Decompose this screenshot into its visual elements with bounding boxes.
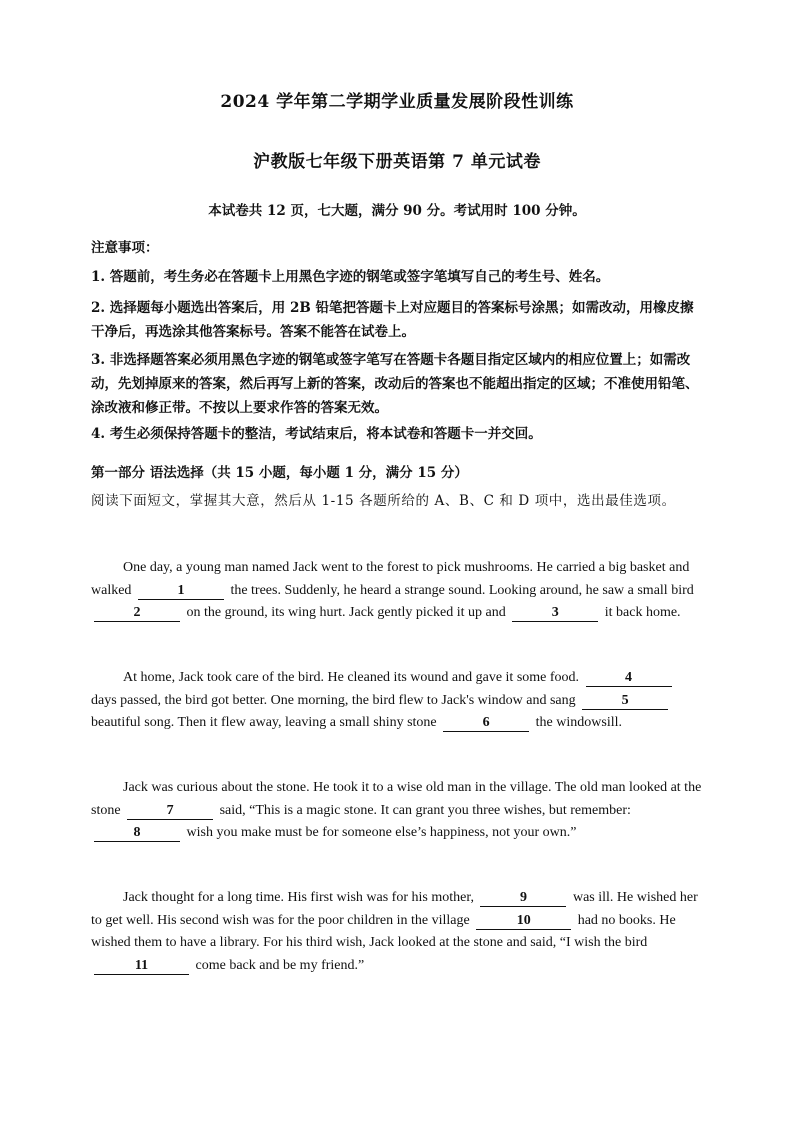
part1-directions: 阅读下面短文，掌握其大意，然后从 1-15 各题所给的 A、B、C 和 D 项中，选出最佳选项。 — [91, 493, 676, 509]
note-item-4: 4. 考生必须保持答题卡的整洁，考试结束后，将本试卷和答题卡一并交回。 — [91, 426, 542, 442]
passage-text: wish you make must be for someone else’s happiness, not your own.” — [186, 825, 577, 840]
blank-8: 8 — [94, 824, 180, 842]
passage-text: said, “This is a magic stone. It can grant you three wishes, but remember: — [219, 802, 631, 818]
passage-text: the windowsill. — [535, 715, 622, 730]
passage-paragraph-1 — [91, 557, 703, 625]
passage-text: come back and be my friend.” — [195, 957, 365, 973]
passage-text: Jack thought for a long time. His first wish was for his mother, — [123, 890, 474, 905]
notes-heading: 注意事项： — [91, 240, 159, 256]
blank-7: 7 — [127, 802, 213, 820]
note-item-3: 3. 非选择题答案必须用黑色字迹的钢笔或签字笔写在答题卡各题目指定区域内的相应位置上；如需改动，先划掉原来的答案，然后再写上新的答案，改动后的答案也不能超出指定的区域；不准使用铅笔、涂改液和修正带。不按以上要求作答的答案无效。 — [91, 352, 699, 416]
blank-4: 4 — [586, 669, 672, 687]
passage-text: Jack was curious about the stone. He took it to a wise old man in the village. The old man looked at the stone — [91, 780, 702, 818]
passage-text: was ill. He wished her to get well. His second wish was for the poor children in the village — [91, 890, 698, 928]
exam-subtitle: 沪教版七年级下册英语第 7 单元试卷 — [253, 152, 541, 172]
passage-text: days passed, the bird got better. One morning, the bird flew to Jack's window and sang — [91, 692, 576, 708]
passage-paragraph-4 — [91, 887, 703, 977]
note-item-2: 2. 选择题每小题选出答案后，用 2B 铅笔把答题卡上对应题目的答案标号涂黑；如需改动，用橡皮擦干净后，再选涂其他答案标号。答案不能答在试卷上。 — [91, 300, 694, 340]
note-item-1: 1. 答题前，考生务必在答题卡上用黑色字迹的钢笔或签字笔填写自己的考生号、姓名。 — [91, 269, 610, 285]
exam-info: 本试卷共 12 页，七大题，满分 90 分。考试用时 100 分钟。 — [208, 203, 586, 219]
blank-3: 3 — [512, 604, 598, 622]
passage-text: had no books. He wished them to have a library. For his third wish, Jack looked at the stone and said, “I wish the bird — [91, 912, 676, 950]
blank-2: 2 — [94, 604, 180, 622]
blank-10: 10 — [476, 912, 571, 930]
passage-paragraph-3 — [91, 777, 703, 845]
blank-1: 1 — [138, 582, 224, 600]
passage-text: One day, a young man named Jack went to the forest to pick mushrooms. He carried a big basket and walked — [91, 560, 690, 598]
passage-text: beautiful song. Then it flew away, leaving a small shiny stone — [91, 715, 437, 730]
blank-11: 11 — [94, 957, 189, 975]
passage-text: on the ground, its wing hurt. Jack gently picked it up and — [186, 605, 506, 620]
blank-9: 9 — [480, 889, 566, 907]
passage-text: it back home. — [604, 605, 681, 620]
passage-text: the trees. Suddenly, he heard a strange sound. Looking around, he saw a small bird — [230, 582, 694, 598]
blank-6: 6 — [443, 714, 529, 732]
passage-paragraph-2 — [91, 667, 703, 735]
exam-title: 2024 学年第二学期学业质量发展阶段性训练 — [220, 92, 574, 112]
blank-5: 5 — [582, 692, 668, 710]
part1-heading: 第一部分 语法选择（共 15 小题，每小题 1 分，满分 15 分） — [91, 465, 468, 481]
passage-text: At home, Jack took care of the bird. He cleaned its wound and gave it some food. — [123, 670, 580, 685]
